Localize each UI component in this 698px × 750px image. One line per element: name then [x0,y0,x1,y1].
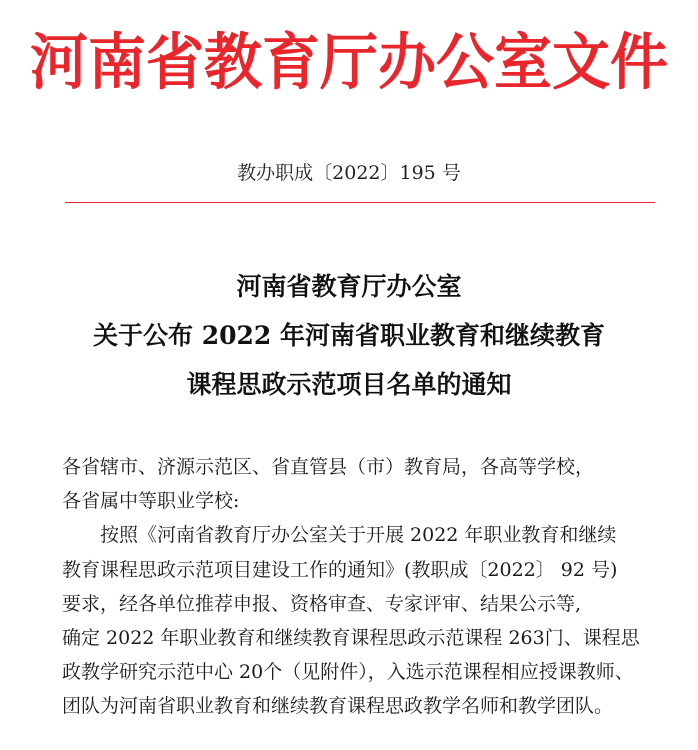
title-line-1: 河南省教育厅办公室 [236,272,462,301]
paragraph-line-2: 教育课程思政示范项目建设工作的通知》(教职成〔2022〕 92 号) [62,558,618,581]
notice-title [0,262,698,409]
paragraph-line-1: 按照《河南省教育厅办公室关于开展 2022 年职业教育和继续 [100,524,617,547]
title-line-2: 关于公布 2022 年河南省职业教育和继续教育 [93,321,605,350]
paragraph-line-6: 团队为河南省职业教育和继续教育课程思政教学名师和教学团队。 [62,695,614,718]
document-masthead: 河南省教育厅办公室文件 [29,26,668,98]
title-line-3: 课程思政示范项目名单的通知 [186,370,512,399]
document-number: 教办职成〔2022〕195 号 [237,162,461,184]
salutation-line-1: 各省辖市、济源示范区、省直管县（市）教育局，各高等学校， [62,456,595,478]
red-divider-line [65,202,655,203]
paragraph-line-3: 要求，经各单位推荐申报、资格审查、专家评审、结果公示等, [62,592,582,615]
paragraph-line-5: 政教学研究示范中心 20个（见附件），入选示范课程相应授课教师、 [62,661,634,684]
paragraph-line-4: 确定 2022 年职业教育和继续教育课程思政示范课程 263门、课程思 [62,627,640,650]
salutation-line-2: 各省属中等职业学校: [62,490,240,513]
notice-body [62,450,662,724]
